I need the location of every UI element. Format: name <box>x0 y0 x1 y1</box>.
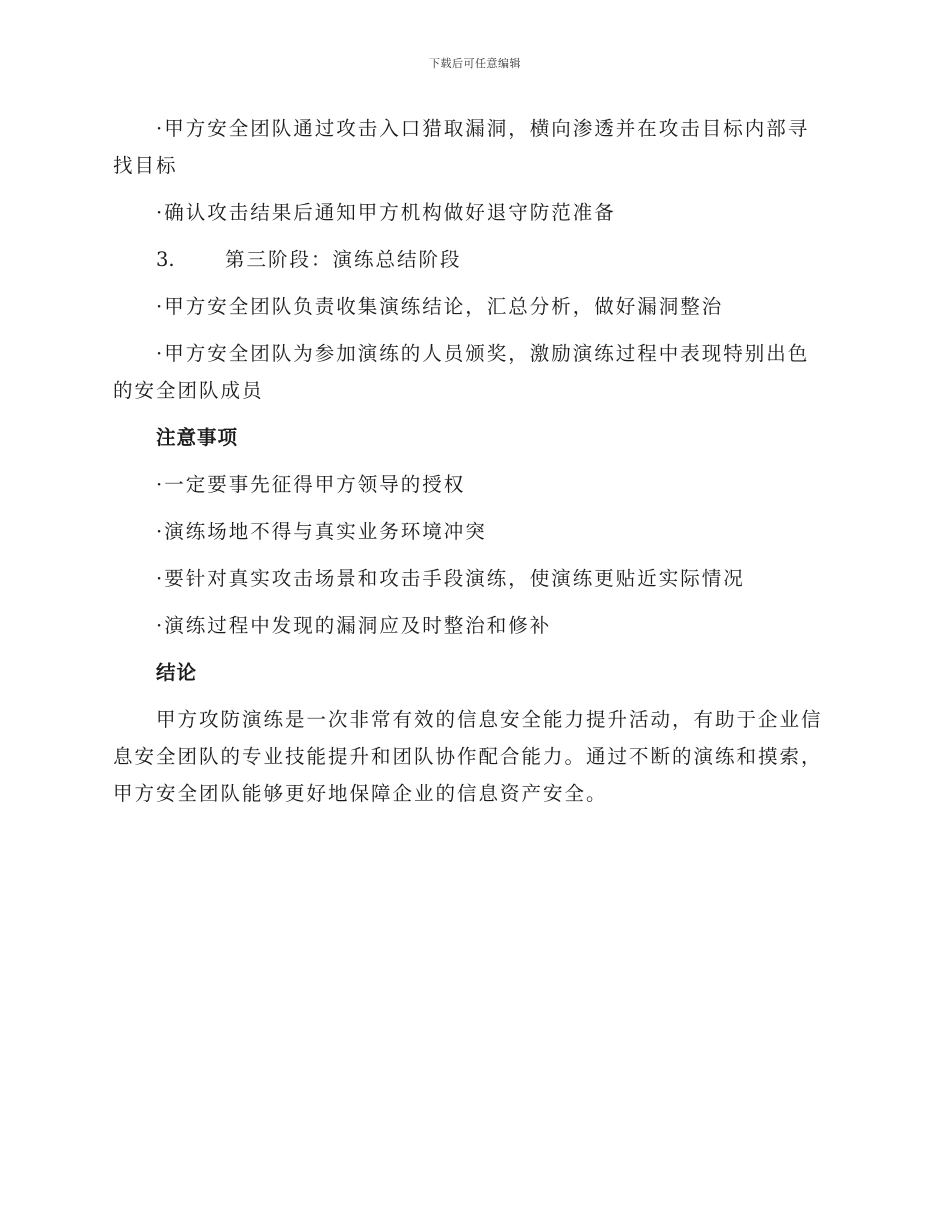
section-heading-notes: 注意事项 <box>156 426 239 449</box>
list-item: ·演练过程中发现的漏洞应及时整治和修补 <box>156 614 552 637</box>
conclusion-paragraph: 甲方攻防演练是一次非常有效的信息安全能力提升活动，有助于企业信息安全团队的专业技能提升和团队协作配合能力。通过不断的演练和摸索，甲方安全团队能够更好地保障企业的信息资产安全。 <box>113 708 823 805</box>
page-header: 下载后可任意编辑 <box>429 57 521 70</box>
list-item: ·演练场地不得与真实业务环境冲突 <box>156 520 487 543</box>
list-item: ·甲方安全团队通过攻击入口猎取漏洞，横向渗透并在攻击目标内部寻找目标 <box>113 117 810 177</box>
phase-title <box>113 241 825 278</box>
list-item: ·要针对真实攻击场景和攻击手段演练，使演练更贴近实际情况 <box>156 567 745 590</box>
list-item: ·甲方安全团队为参加演练的人员颁奖，激励演练过程中表现特别出色的安全团队成员 <box>113 342 810 402</box>
list-item: ·确认攻击结果后通知甲方机构做好退守防范准备 <box>156 201 616 224</box>
list-item: ·一定要事先征得甲方领导的授权 <box>156 473 466 496</box>
phase-number: 3. <box>156 248 175 271</box>
phase-label: 第三阶段：演练总结阶段 <box>225 248 462 271</box>
list-item: ·甲方安全团队负责收集演练结论，汇总分析，做好漏洞整治 <box>156 295 724 318</box>
section-heading-conclusion: 结论 <box>156 661 198 684</box>
document-body <box>113 110 825 822</box>
